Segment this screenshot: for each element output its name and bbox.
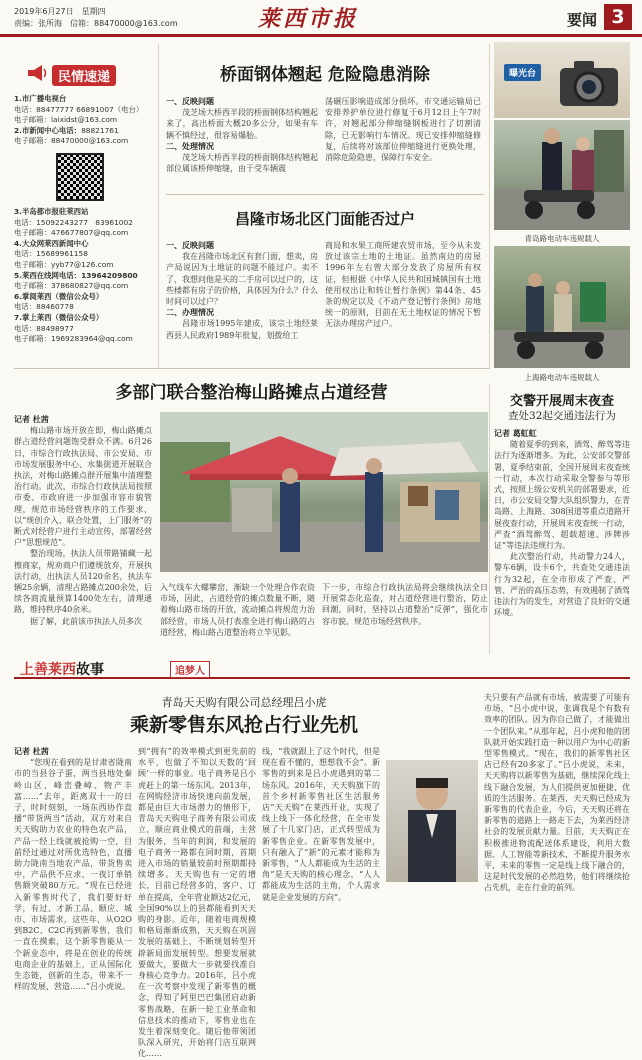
- article5-col4: 夫只要有产品就有市场，被需要了可能有市场，“吕小虎中说，张调我是个有数有效率的团队。因为你自己做了，才能做出一个团队来。”从那年起，吕小虎和他的团队就开始实践打造一种以用户为中心的新型零售模式。“现在，我们的新零售社区店已经有20多家了。”吕小虎说，未来，天天购将以新零售为基础，继续深化线上线下融合发展，为人们提供更加便捷、优质的生活服务。在莱西，天天购已经成为新零售的代表企业，今后，天天购还将在新零售的道路上一路走下去，为莱西经济社会的发展贡献力量。目前，天天购正在积极推进物流配送体系建设，利用大数据、人工智能等新技术，不断提升服务水平，未来的零售一定是线上线下融合的，这是时代发展的必然趋势，他们将继续抢占先机，走在行业的前列。: [484, 693, 630, 893]
- contact-entry-1: 1.市广播电视台 电话：88477777 66891007（电台） 电子邮箱：laixidst@163.com: [14, 94, 144, 125]
- article2-col1: 一、反映问题 我在昌隆市场北区有套门面，想卖，房产局说因为土地证的问题不能过户。卖不了，我想问他是买的二手房可以过户的，这些楼都有房子的价格，具体因为什么？什么时间可以过户？ 二、办理情况 昌隆市场1995年建成，该宗土地经莱西县人民政府1989年批复，划拨给工: [166, 240, 318, 340]
- article5-kicker: 青岛天天购有限公司总经理吕小虎: [161, 696, 327, 709]
- article5-col1: 记者 杜茜 “您现在看到的是甘肃省陇南市的当县谷子蛋，两当县地处秦岭山区，峰峦叠嶂、物产丰富……”去年，距离双十一的日子，时时刻刻，一场东西协作直播“带货两当”活动，双方对来自天天购助力农业的特色农产品，产品一经上线就被抢购一空，目前经过通过对所优选特色，直播助力陇南当地农产品，带货售卖中，产品供不应求，一夜订单销售额突破80万元。“现在已经进入新零售时代了，我们要好好学，有过、才新工品、顺应、城市、市场需求，这些年，从O2O到B2C、C2C再到新零售，我们一直在摸索，这个新零售能从一个新业态中，将是在创业的传统电商企业的基础上，正从国际化生态链，创新的生态，带来不一样的发展，营造……”吕小虎说。: [14, 746, 132, 992]
- contact-entry-6: 6.掌阅莱西（微信公众号） 电话：88460778: [14, 291, 104, 312]
- article2-title: 昌隆市场北区门面能否过户: [234, 210, 415, 228]
- article1-title: 桥面钢体翘起 危险隐患消除: [220, 65, 430, 85]
- camera-icon: [556, 56, 622, 116]
- contact-entry-5: 5.莱西在线网电话：13964209800 电子邮箱：378680827@qq.com: [14, 270, 138, 291]
- banner-title: 上善莱西故事: [20, 662, 104, 678]
- header-date: 2019年6月27日 星期四: [14, 7, 106, 16]
- article3-photo: [160, 412, 488, 572]
- banner-tag: 追梦人: [170, 661, 210, 678]
- sidebar-divider: [158, 44, 159, 369]
- article5-title: 乘新零售东风抢占行业先机: [129, 714, 358, 736]
- megaphone-icon: [26, 62, 48, 84]
- exposure-label: 曝光台: [504, 64, 541, 81]
- sidebar-title: 民情速递: [52, 65, 116, 86]
- article1-divider: [166, 194, 484, 195]
- exposure-divider: [489, 44, 490, 369]
- article3-col1: 记者 杜茜 梅山路市场开放在即，梅山路摊点群占道经营问题饱受群众不满。6月26日，市综合行政执法局、市公安局、市市场发展服务中心、水集街道开展联合执法，对梅山路摊点群开展集中清理整治行动。此次，市综合行政执法局按照市委、市政府进一步加强市容市貌管理，规范市场经营秩序的工作要求，以“规创介入、联合处置，上门服务”的断式对经营户进行主动宣传，部署经营户“思想规范”。 整治现场，执法人员带路铺藏一起擦商家，规劝商户们遵规放弃，开展执法行动，出执法人员120余名，执法车辆25余辆，清理占路摊点200余处，后续各商流量预算1400处左右，清理通路，维持秩序40余米。 据了解，此前该市执法人员多次: [14, 414, 152, 626]
- top-section-divider: [14, 368, 489, 369]
- exposure-photo-2: [494, 246, 630, 368]
- contact-entry-7: 7.掌上莱西（微信公众号） 电话：88498977 电子邮箱：1969283964@qq.com: [14, 312, 133, 344]
- exposure-caption-1: 青岛路电动车违规载人: [524, 234, 600, 243]
- contact-entry-2: 2.市新闻中心电话：88821761 电子邮箱：88470000@163.com: [14, 125, 129, 146]
- qr-code[interactable]: [56, 153, 104, 201]
- article4-subtitle: 查处32起交通违法行为: [508, 410, 616, 422]
- contact-entry-3: 3.半岛都市报驻莱西站 电话：15092243277 83961002 电子邮箱：476677807@qq.com: [14, 206, 133, 238]
- article3-col3: 下一步，市综合行政执法局将会继续执法全日开展常态化巡查，对占道经营进行整治，防止回潮，同时，坚持以占道整治“反弹”，强化市容市貌，规范市场经营秩序。: [322, 583, 488, 626]
- sidebar: [14, 52, 154, 364]
- article5-photo: [386, 760, 478, 882]
- article5-col2: 到“拥有”的效率模式到更先前的水平，也做了不知以天数的‘回顾’一样的事业。电子商务是吕小虎赶上的第一场东风。2013年，在网购经济市场快速向前发展，都是由巨大市场潜力的情形下，青岛天天购电子商务有限公司成立，顺应商业模式的前端，主营为服务，当年的利润，和发展的电子商务一路都在同时期，首期进入市场的销量较前时预期都持续增多。天天购也有一定的增长，目前已经营多的，客户、订单在提高，全年营业额达2亿元，全国90%以上的县都能看到天天购的身影。近年，随着电商规模和格局渐渐成熟，天天购在巩固发展的基础上，不断规划转型开辟新局面发展转型。想要发展就要做大，要做大一步就要找准自身核心竞争力。2016年，吕小虎在一次考察中发现了新零售的概念，得知了阿里巴巴集团启动新零售战略，在新一轮工业革命和信息技术的推动下，零售业也在发生着深刻变化。随后他带领团队深入研究，开始将门店互联网化……: [138, 747, 256, 1059]
- article3-title: 多部门联合整治梅山路摊点占道经营: [115, 383, 388, 403]
- article1-col2: 荡碾压影响造成部分损坏。市交通运输局已安排养护单位进行修复于6月12日上午7时许，对翘起部分伸缩缝钢板进行了切割清除，已无影响行车情况。现已安排伸缩缝修复，后续将对该部位伸缩缝进行更换处理，消除危险隐患，保障行车安全。: [325, 97, 481, 163]
- article4-title: 交警开展周末夜查: [509, 394, 614, 409]
- article2-col2: 商局和水果工商所建农贸市场，至今从未发放过该宗土地的土地证。虽然南边的房屋1996年左右曾大部分发放了房屋所有权证，但根据《中华人民共和国城镇国有土地使用权出让和转让暂行条例》第44条、45条的规定以及《不动产登记暂行条例》房地统一的原则，目前在无土地权证的情况下暂无法办理房产过户。: [325, 241, 481, 329]
- exposure-caption-2: 上海路电动车违规载人: [524, 373, 600, 382]
- header-rule: [0, 34, 642, 37]
- banner-band: [14, 677, 630, 679]
- article1-col1: 一、反映问题 茂芝场大桥西半段的桥面钢体结构翘起来了，高出桥面大概20多公分，如果有车辆不慎经过，很容易爆胎。 二、处理情况 茂芝场大桥西半段的桥面钢体结构翘起部位属该桥伸缩缝，由于受车辆震: [166, 96, 318, 174]
- section-title: 要闻: [567, 11, 598, 29]
- article3-col2: 入气线车大螺攀窑，渐缺一个处理合作农资市场，因此，占道经营的摊点数量不断，随着梅山路市场的开放，流动摊点将规范力治部经营，市场人员打表准全进打梅山路的占道经营，梅山路占道整治将立竿见影。: [160, 583, 315, 637]
- page-number: 3: [604, 4, 632, 30]
- exposure-header: [494, 42, 630, 118]
- exposure-photo-1: [494, 120, 630, 230]
- article4-body: 记者 葛虹虹 随着夏季的到来，酒驾、醉驾等违法行为逐渐增多。为此，公安部交警部署，夏季结束前，全国开展周末夜查统一行动，本次行动采取全警参与等形式，按照上级公安机关的部署要求，近日，市公安局交警大队组织警力，在青岛路、上海路、308国道等重点道路开展夜查行动，开展周末夜查统一行动，严查“酒驾醉驾、超载超速、涉牌涉证”等违法违规行为。 此次整治行动，共动警力24人，警车6辆，设卡6个，共查处交通违法行为32起，在全市形成了严查、严管、严治的高压态势，有效遏制了酒驾违法行为的发生，对营造了良好的交通环境。: [494, 428, 630, 618]
- article4-divider: [489, 384, 490, 654]
- masthead: 莱西市报: [258, 6, 359, 32]
- contact-list: [14, 94, 154, 345]
- contact-entry-4: 4.大众网莱西新闻中心 电话：15689961158 电子邮箱：yyb77@126.com: [14, 238, 114, 269]
- article5-col3: 线，“我就跟上了这个时代，但是现在看不懂的，想想我不会”。新零售的到来是吕小虎遇到的第二场东风。2016年，天天购旗下的首个乡村新零售社区生活服务店“天天购”在莱西开业，实现了线上线下一体化经营，在全市发展了十几家门店，正式转型成为新零售企业。在新零售发展中，只有融入了“新”的元素才能称为新零售，“人人都能成为生活的主角”是天天购的核心理念，“人人都能成为生活的主角，个人需求就是企业发展的方向”。: [262, 747, 380, 902]
- header-editor: 责编：张所海 信箱：88470000@163.com: [14, 19, 178, 28]
- story-banner: [14, 659, 630, 683]
- sidebar-banner: [26, 60, 132, 88]
